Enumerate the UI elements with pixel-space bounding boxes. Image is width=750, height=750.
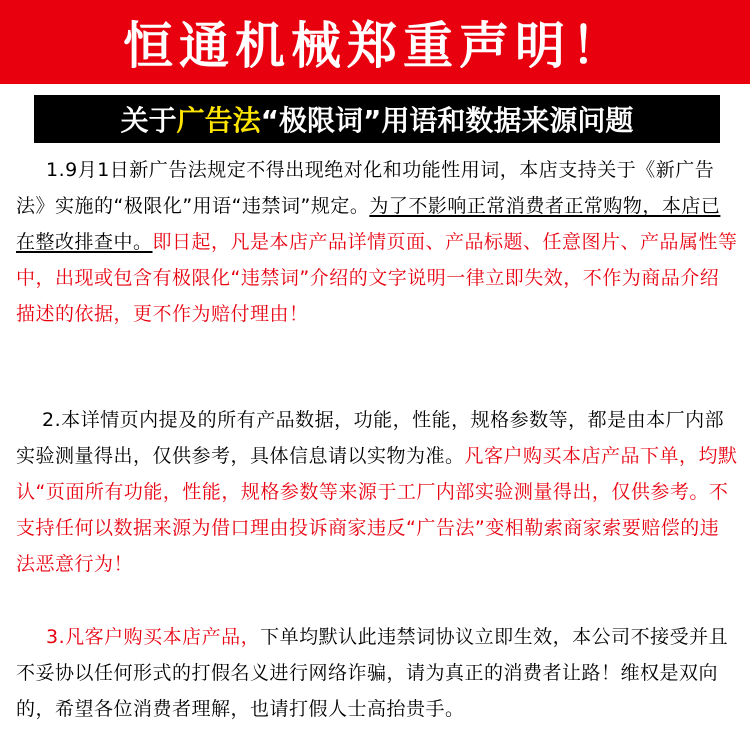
paragraph-2-red: 凡客户购买本店产品下单，均默认“页面所有功能，性能，规格参数等来源于工厂内部实验测量得出，仅供参考。不支持任何以数据来源为借口理由投诉商家违反“广告法”变相勒索商家索要赔偿的违法恶意行为！ <box>16 445 738 575</box>
paragraph-3 <box>16 619 738 727</box>
subheader-text-2: “极限词” <box>260 104 382 137</box>
subheader-text-3: 用语和数据来源问题 <box>381 104 634 137</box>
subheader-text-1: 关于 <box>120 104 177 137</box>
paragraph-2-black: 2.本详情页内提及的所有产品数据，功能，性能，规格参数等，都是由本厂内部实验测量得出，仅供参考，具体信息请以实物为准。 <box>16 409 725 467</box>
paragraph-3-black: 下单均默认此违禁词协议立即生效，本公司不接受并且不妥协以任何形式的打假名义进行网络诈骗，请为真正的消费者让路！维权是双向的，希望各位消费者理解，也请打假人士高抬贵手。 <box>16 626 729 720</box>
paragraph-1-underlined: 为了不影响正常消费者正常购物，本店已在整改排查中。 <box>16 195 721 253</box>
paragraph-1-red: 即日起，凡是本店产品详情页面、产品标题、任意图片、产品属性等中，出现或包含有极限化“违禁词”介绍的文字说明一律立即失效，不作为商品介绍描述的依据，更不作为赔付理由！ <box>16 231 738 325</box>
page-title: 恒通机械郑重声明！ <box>123 17 627 75</box>
paragraph-3-red: 3.凡客户购买本店产品， <box>46 626 261 648</box>
paragraph-1-black: 1.9月1日新广告法规定不得出现绝对化和功能性用词，本店支持关于《新广告法》实施的“极限化”用语“违禁词”规定。 <box>16 159 715 217</box>
header-banner <box>0 0 750 84</box>
paragraph-2 <box>16 402 738 582</box>
paragraph-1 <box>16 152 738 332</box>
subheader-highlight-ad-law: 广告法 <box>176 104 261 137</box>
subheader-banner <box>34 95 720 143</box>
